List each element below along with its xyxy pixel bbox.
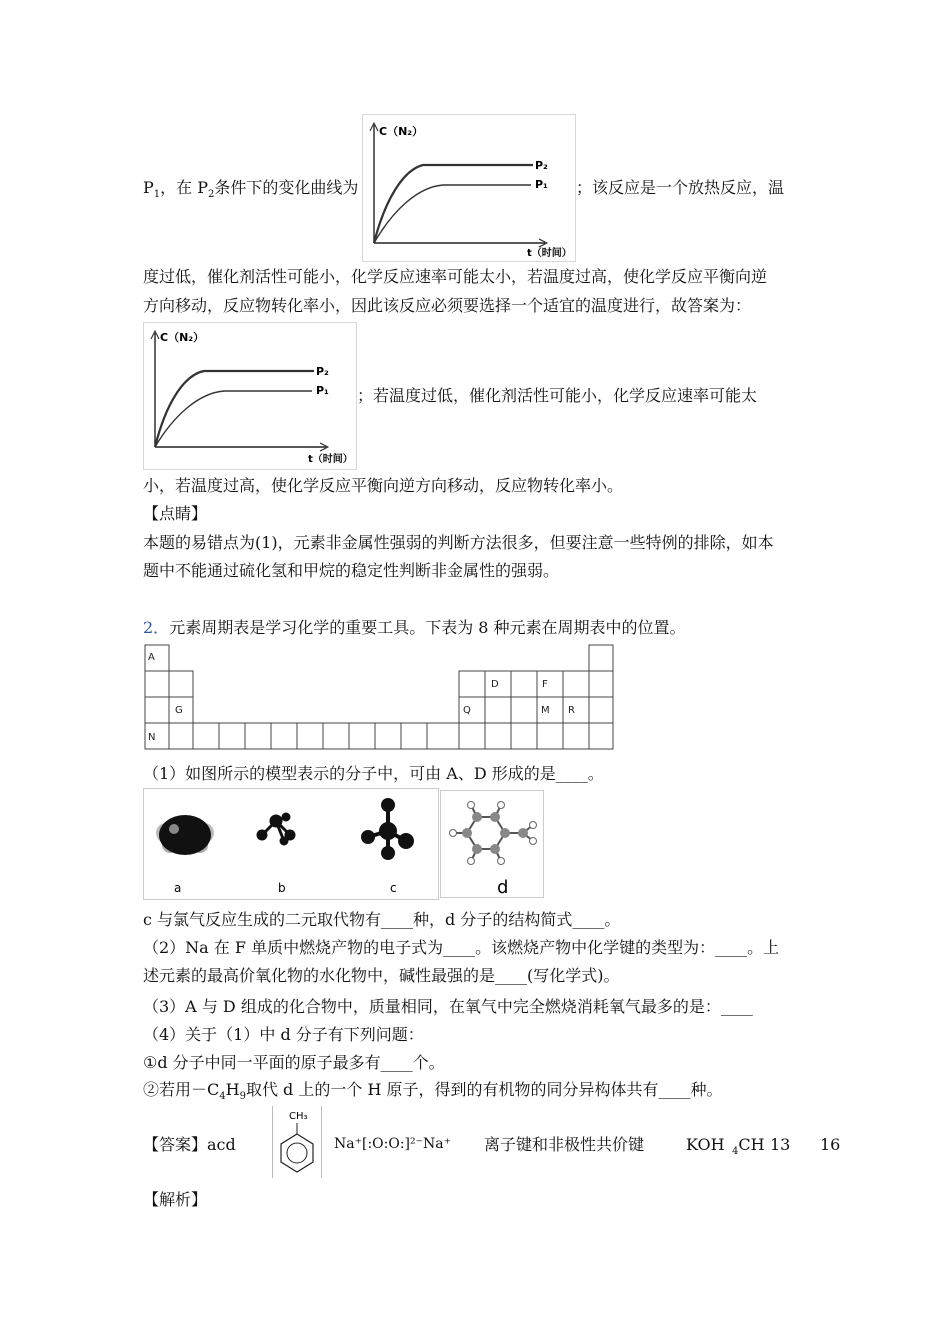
molecule-models-abc: [143, 788, 439, 900]
para1-line1: 度过低，催化剂活性可能小，化学反应速率可能太小，若温度过高，使化学反应平衡向逆: [143, 267, 768, 286]
graph-ylabel: C（N₂）: [379, 125, 424, 138]
cell-G: G: [175, 705, 183, 716]
q1b-text: c 与氯气反应生成的二元取代物有____种，d 分子的结构简式____。: [143, 910, 621, 929]
methyl-label: CH₃: [289, 1111, 308, 1122]
curve-label-p2: P₂: [535, 159, 548, 172]
dianjing-title: 【点睛】: [143, 504, 208, 523]
model-a-methane: [156, 815, 214, 855]
q3-text: （3）A 与 D 组成的化合物中，质量相同，在氧气中完全燃烧消耗氧气最多的是：____: [143, 997, 753, 1016]
toluene-structure: [272, 1106, 322, 1178]
cell-Q: Q: [463, 705, 471, 716]
q2-line2: 述元素的最高价氧化物的水化物中，碱性最强的是____(写化学式)。: [143, 966, 620, 985]
intro-line: $P_1$，在 $P_2$条件下的变化曲线为: [143, 178, 359, 200]
model-b: [258, 814, 294, 844]
q4-1-text: ①d 分子中同一平面的原子最多有____个。: [143, 1053, 445, 1072]
electron-formula: Na⁺[:O:O:]²⁻Na⁺: [334, 1136, 452, 1152]
model-label-c: c: [390, 881, 397, 895]
graph2-curve-p2: P₂: [316, 365, 329, 378]
question2-title: 2．元素周期表是学习化学的重要工具。下表为 8 种元素在周期表中的位置。: [143, 618, 686, 637]
graph2-ylabel: C（N₂）: [160, 331, 205, 344]
dianjing-line2: 题中不能通过硫化氢和甲烷的稳定性判断非金属性的强弱。: [143, 561, 560, 580]
answer-16: 16: [820, 1135, 841, 1154]
periodic-table: [143, 643, 619, 751]
model-label-a: a: [174, 881, 182, 895]
bond-type: 离子键和非极性共价键: [484, 1135, 645, 1154]
model-c: [363, 800, 412, 858]
answer-13: 13: [770, 1135, 791, 1154]
q4-text: （4）关于（1）中 d 分子有下列问题：: [143, 1025, 424, 1044]
intro-continue: ；该反应是一个放热反应，温: [576, 178, 785, 197]
answer-continue: ；若温度过低，催化剂活性可能小，化学反应速率可能太: [357, 386, 758, 405]
para2: 小，若温度过高，使化学反应平衡向逆方向移动，反应物转化率小。: [143, 476, 624, 495]
q1-text: （1）如图所示的模型表示的分子中，可由 A、D 形成的是____。: [143, 764, 604, 783]
cell-M: M: [541, 705, 550, 716]
para1-line2: 方向移动，反应物转化率小，因此该反应必须要选择一个适宜的温度进行，故答案为：: [143, 296, 752, 315]
cell-R: R: [568, 705, 575, 716]
cell-D: D: [491, 679, 499, 690]
answer-koh: KOH: [686, 1135, 725, 1154]
cell-N: N: [148, 732, 156, 743]
answer-label: 【答案】acd: [143, 1135, 236, 1154]
graph-xlabel: t（时间）: [527, 248, 572, 259]
concentration-time-graph-answer: [143, 322, 357, 470]
model-label-d: d: [497, 877, 509, 897]
q4-2-text: ②若用$-C_4H_9$取代 d 上的一个 H 原子，得到的有机物的同分异构体共有____种。: [143, 1080, 723, 1102]
cell-F: F: [542, 679, 548, 690]
model-label-b: b: [278, 881, 286, 895]
graph2-curve-p1: P₁: [316, 384, 329, 397]
jiexi-title: 【解析】: [143, 1190, 208, 1209]
graph2-xlabel: t（时间）: [308, 454, 353, 465]
molecule-model-d: [440, 790, 544, 898]
dianjing-line1: 本题的易错点为(1)，元素非金属性强弱的判断方法很多，但要注意一些特例的排除，如本: [143, 533, 774, 552]
concentration-time-graph: [362, 114, 576, 262]
answer-ch4: $_4$CH: [732, 1135, 765, 1157]
curve-label-p1: P₁: [535, 178, 548, 191]
cell-A: A: [148, 652, 155, 663]
q2-line1: （2）Na 在 F 单质中燃烧产物的电子式为____。该燃烧产物中化学键的类型为：____。上: [143, 938, 780, 957]
